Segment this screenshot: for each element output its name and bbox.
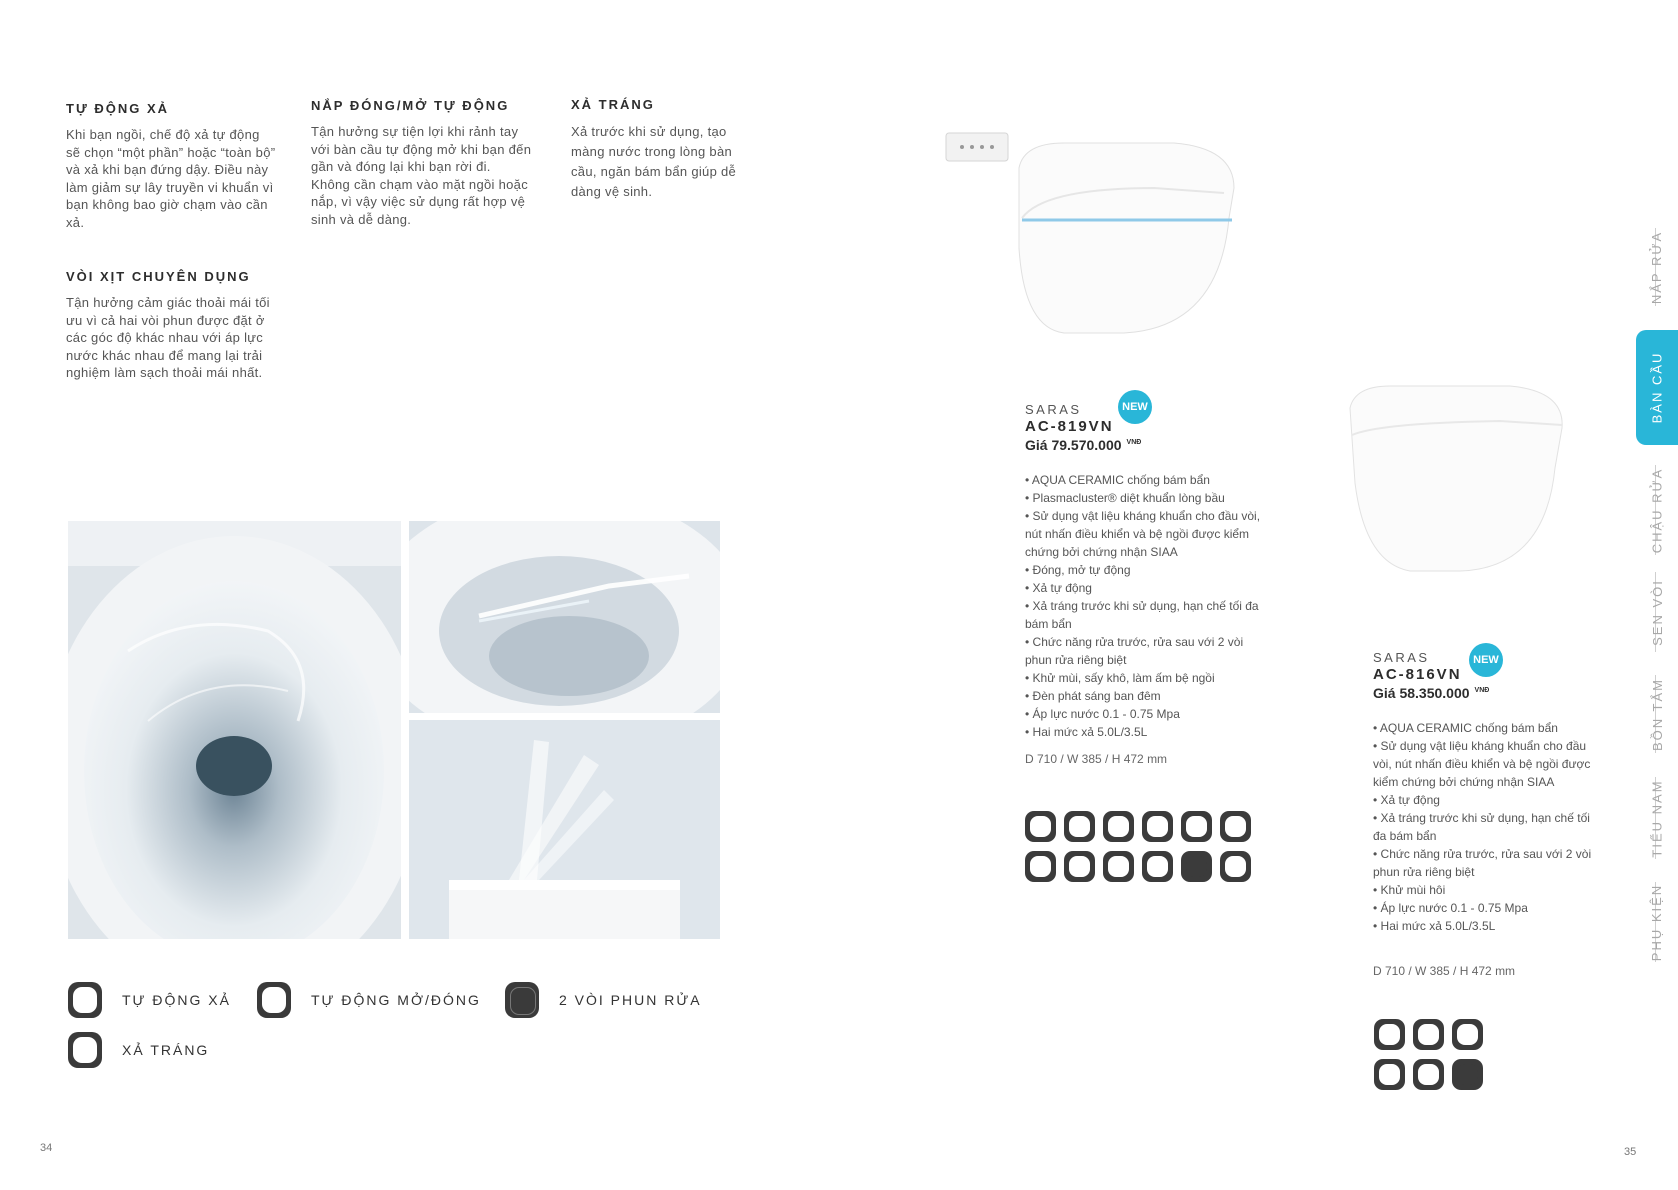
deodorize-icon <box>1103 811 1134 842</box>
pre-rinse-icon <box>1413 1059 1444 1090</box>
feature-line: • Đèn phát sáng ban đêm <box>1025 689 1161 703</box>
hand-icon <box>1142 851 1173 882</box>
feature-title: NẮP ĐÓNG/MỞ TỰ ĐỘNG <box>311 98 510 113</box>
tab-sen-voi[interactable]: SEN VÒI <box>1649 578 1665 646</box>
feature-line: • Chức năng rửa trước, rửa sau với 2 vòi phun rửa riêng biệt <box>1373 847 1592 879</box>
feature-line: • Hai mức xả 5.0L/3.5L <box>1025 725 1148 739</box>
currency: VNĐ <box>1474 687 1490 695</box>
dual-nozzle-icon <box>1181 851 1212 882</box>
currency: VNĐ <box>1126 439 1142 447</box>
tab-bon-tam[interactable]: BỒN TẮM <box>1649 677 1665 751</box>
product-model: AC-819VN <box>1025 418 1114 435</box>
legend-label: XẢ TRÁNG <box>122 1042 210 1058</box>
tab-ban-cau[interactable]: BÀN CẦU <box>1636 330 1678 445</box>
auto-flush-icon <box>68 982 102 1018</box>
feature-line: • Khử mùi, sấy khô, làm ấm bệ ngồi <box>1025 671 1215 685</box>
legend-auto-flush <box>68 982 231 1018</box>
tab-tieu-nam[interactable]: TIỂU NAM <box>1649 778 1665 858</box>
feature-line: • AQUA CERAMIC chống bám bẩn <box>1025 473 1210 487</box>
feature-dual-nozzle <box>66 269 288 382</box>
feature-line: • Xả tráng trước khi sử dụng, hạn chế tối đa bám bẩn <box>1373 811 1590 843</box>
legend-label: TỰ ĐỘNG XẢ <box>122 992 231 1008</box>
product-price: Giá 58.350.000 $^{VNĐ}$ <box>1373 685 1490 701</box>
feature-pre-rinse <box>571 97 756 202</box>
pre-rinse-icon <box>1025 851 1056 882</box>
product-feature-icons <box>1374 1019 1483 1090</box>
legend-label: TỰ ĐỘNG MỞ/ĐÓNG <box>311 992 481 1008</box>
auto-open-close-icon <box>257 982 291 1018</box>
feature-line: • Chức năng rửa trước, rửa sau với 2 vòi phun rửa riêng biệt <box>1025 635 1244 667</box>
photo-nozzle-spray <box>409 521 720 713</box>
aqua-ceramic-icon <box>1374 1019 1405 1050</box>
remote-icon <box>1220 851 1251 882</box>
product-model: AC-816VN <box>1373 666 1462 683</box>
new-badge: NEW <box>1118 390 1152 424</box>
feature-body: Khi bạn ngồi, chế độ xả tự động sẽ chọn “một phần” hoặc “toàn bộ” và xả khi bạn đứng dậy. Điều này làm giảm sự lây truyền vi khuẩn vì bạn không bao giờ chạm vào cần xả. <box>66 127 276 230</box>
feature-body: Tận hưởng sự tiện lợi khi rảnh tay với bàn cầu tự động mở khi bạn đến gần và đóng lại khi bạn rời đi. Không cần chạm vào mặt ngồi hoặc nắp, vì vậy việc sử dụng rất hợp vệ sinh và dễ dàng. <box>311 124 532 227</box>
page-number-left: 34 <box>40 1142 53 1154</box>
feature-line: • Đóng, mở tự động <box>1025 563 1131 577</box>
auto-flush-icon <box>1103 851 1134 882</box>
tab-phu-kien[interactable]: PHỤ KIỆN <box>1649 883 1665 961</box>
feature-line: • Khử mùi hôi <box>1373 883 1446 897</box>
new-badge: NEW <box>1469 643 1503 677</box>
product-price: Giá 79.570.000 $^{VNĐ}$ <box>1025 437 1142 453</box>
face-rinse-icon <box>1064 851 1095 882</box>
dual-nozzle-icon <box>505 982 539 1018</box>
feature-line: • Sử dụng vật liệu kháng khuẩn cho đầu vòi, nút nhấn điều khiển và bệ ngồi được kiểm chứng bởi chứng nhận SIAA <box>1373 739 1591 789</box>
product-image-ac816vn <box>1340 383 1570 573</box>
photo-lid-opening <box>409 720 720 939</box>
feature-auto-flush <box>66 101 276 231</box>
feature-line: • AQUA CERAMIC chống bám bẩn <box>1373 721 1558 735</box>
product-image-ac819vn <box>944 128 1244 338</box>
feature-line: • Sử dụng vật liệu kháng khuẩn cho đầu vòi, nút nhấn điều khiển và bệ ngồi được kiểm chứng bởi chứng nhận SIAA <box>1025 509 1261 559</box>
feature-body: Tận hưởng cảm giác thoải mái tối ưu vì cả hai vòi phun được đặt ở các góc độ khác nhau với áp lực nước khác nhau để mang lại trải nghiệm làm sạch thoải mái nhất. <box>66 295 270 380</box>
product-dimensions: D 710 / W 385 / H 472 mm <box>1025 752 1168 766</box>
feature-body: Xả trước khi sử dụng, tạo màng nước trong lòng bàn cầu, ngăn bám bẩn giúp dễ dàng vệ sinh. <box>571 124 737 199</box>
feature-line: • Xả tráng trước khi sử dụng, hạn chế tối đa bám bẩn <box>1025 599 1259 631</box>
legend-auto-open-close <box>257 982 481 1018</box>
face-icon <box>1413 1019 1444 1050</box>
legend-pre-rinse <box>68 1032 209 1068</box>
feature-line: • Xả tự động <box>1373 793 1440 807</box>
feature-line: • Plasmacluster® diệt khuẩn lòng bầu <box>1025 491 1225 505</box>
feature-line: • Xả tự động <box>1025 581 1092 595</box>
product-features <box>1025 471 1265 741</box>
legend-dual-nozzle <box>505 982 702 1018</box>
product-brand: SARAS <box>1025 402 1082 417</box>
product-brand: SARAS <box>1373 650 1430 665</box>
tab-nap-rua[interactable]: NẮP RỬA <box>1649 230 1665 304</box>
feature-line: • Áp lực nước 0.1 - 0.75 Mpa <box>1373 901 1528 915</box>
product-dimensions: D 710 / W 385 / H 472 mm <box>1373 964 1516 978</box>
feature-title: XẢ TRÁNG <box>571 97 655 112</box>
feature-title: TỰ ĐỘNG XẢ <box>66 101 170 116</box>
feature-auto-lid <box>311 98 533 228</box>
auto-lid-icon <box>1142 811 1173 842</box>
pre-rinse-icon <box>1452 1019 1483 1050</box>
feature-line: • Áp lực nước 0.1 - 0.75 Mpa <box>1025 707 1180 721</box>
pre-rinse-icon <box>68 1032 102 1068</box>
aqua-ceramic-icon <box>1025 811 1056 842</box>
feature-title: VÒI XỊT CHUYÊN DỤNG <box>66 269 251 284</box>
seat-icon <box>1181 811 1212 842</box>
auto-flush-icon <box>1374 1059 1405 1090</box>
dual-nozzle-icon <box>1452 1059 1483 1090</box>
product-features <box>1373 719 1598 935</box>
tab-chau-rua[interactable]: CHẬU RỬA <box>1649 467 1665 553</box>
product-feature-icons <box>1025 811 1251 882</box>
page-number-right: 35 <box>1624 1146 1637 1158</box>
face-icon <box>1064 811 1095 842</box>
plasma-icon <box>1220 811 1251 842</box>
photo-toilet-bowl-flush <box>68 521 401 939</box>
legend-label: 2 VÒI PHUN RỬA <box>559 992 702 1008</box>
feature-line: • Hai mức xả 5.0L/3.5L <box>1373 919 1496 933</box>
